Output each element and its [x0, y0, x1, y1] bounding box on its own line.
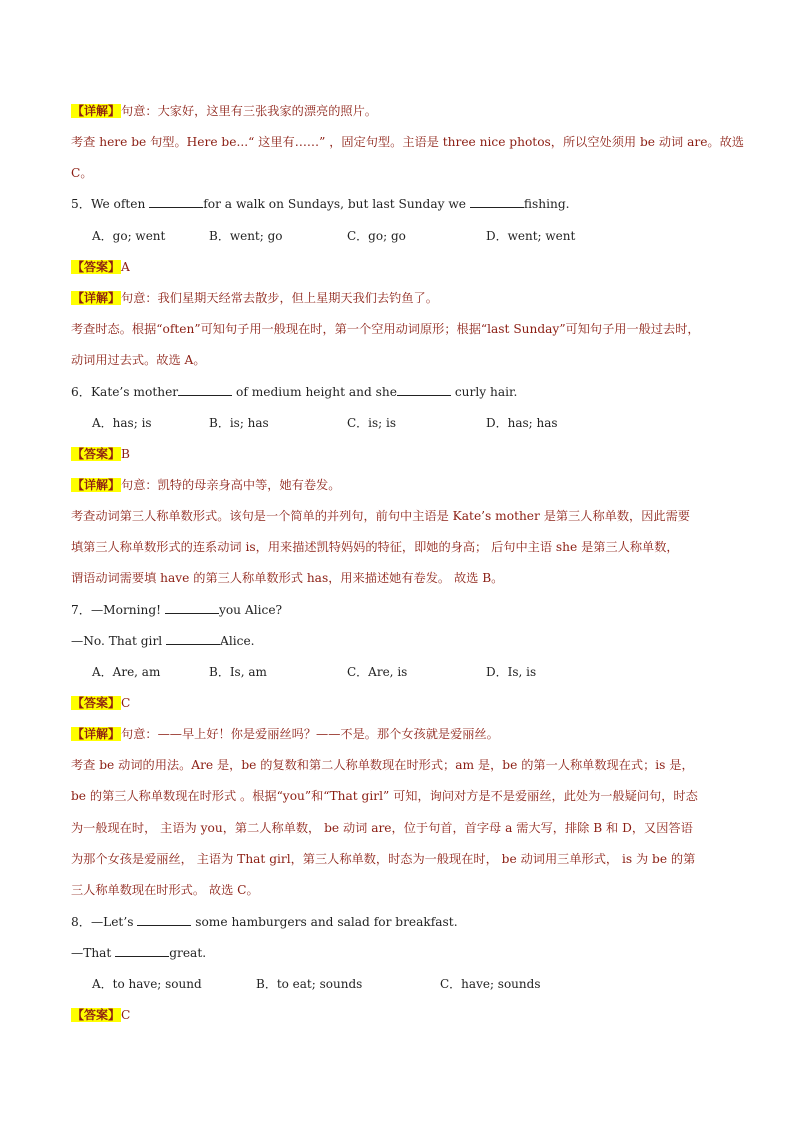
q7-answer: C [121, 696, 131, 710]
detail-tag: 【详解】 [72, 478, 121, 492]
q4-detail-text: 句意：大家好，这里有三张我家的漂亮的照片。 [121, 104, 377, 118]
detail-tag: 【详解】 [72, 727, 121, 741]
q6-explain-1: 考查动词第三人称单数形式。该句是一个简单的并列句，前句中主语是 Kate’s mother 是第三人称单数，因此需要 [71, 509, 690, 523]
blank [115, 945, 169, 957]
q5-answer: A [121, 260, 130, 274]
q7-answer-line [71, 695, 735, 711]
q7-detail-line [71, 726, 735, 742]
q8-option-c[interactable]: C．have; sounds [440, 977, 541, 991]
q7-option-b[interactable]: B．Is, am [209, 665, 267, 679]
detail-tag: 【详解】 [72, 291, 121, 305]
q5-detail-line [71, 290, 735, 306]
q5-explain-2: 动词用过去式。故选 A。 [71, 353, 206, 367]
q6-answer-line [71, 446, 735, 462]
blank [470, 196, 524, 208]
q7-explain-5: 三人称单数现在时形式。 故选 C。 [71, 883, 259, 897]
q5-answer-line [71, 259, 735, 275]
q6-detail-line [71, 477, 735, 493]
q5-stem: 5．We often for a walk on Sundays, but last Sunday we fishing. [71, 197, 570, 211]
q7-explain-2: be 的第三人称单数现在时形式 。根据“you”和“That girl” 可知，询问对方是不是爱丽丝，此处为一般疑问句，时态 [71, 789, 698, 803]
q5-option-a[interactable]: A．go; went [92, 229, 166, 243]
q8-answer: C [121, 1008, 131, 1022]
detail-tag: 【详解】 [72, 104, 121, 118]
q5-option-c[interactable]: C．go; go [347, 229, 406, 243]
q7-stem: 7．—Morning! you Alice? [71, 603, 283, 617]
q8-option-a[interactable]: A．to have; sound [92, 977, 202, 991]
blank [397, 384, 451, 396]
q7-option-c[interactable]: C．Are, is [347, 665, 408, 679]
q7-option-d[interactable]: D．Is, is [486, 665, 537, 679]
q7-option-a[interactable]: A．Are, am [92, 665, 161, 679]
q6-answer: B [121, 447, 130, 461]
q8-reply: —That great. [71, 946, 207, 960]
q4-explain-1: 考查 here be 句型。Here be...“ 这里有……” ，固定句型。主语是 three nice photos，所以空处须用 be 动词 are。故选 [71, 135, 744, 149]
q5-option-d[interactable]: D．went; went [486, 229, 576, 243]
q5-explain-1: 考查时态。根据“often”可知句子用一般现在时，第一个空用动词原形；根据“last Sunday”可知句子用一般过去时， [71, 322, 700, 336]
q6-explain-3: 谓语动词需要填 have 的第三人称单数形式 has，用来描述她有卷发。 故选 B。 [71, 571, 504, 585]
q6-option-d[interactable]: D．has; has [486, 416, 558, 430]
blank [178, 384, 232, 396]
answer-tag: 【答案】 [72, 1008, 121, 1022]
q4-detail-line [71, 103, 735, 119]
q4-explain-2: C。 [71, 166, 93, 180]
answer-tag: 【答案】 [72, 696, 121, 710]
blank [149, 196, 203, 208]
answer-tag: 【答案】 [72, 260, 121, 274]
q7-explain-3: 为一般现在时， 主语为 you，第二人称单数， be 动词 are，位于句首，首字母 a 需大写，排除 B 和 D，又因答语 [71, 821, 693, 835]
q7-detail-text: 句意：——早上好！你是爱丽丝吗？——不是。那个女孩就是爱丽丝。 [121, 727, 499, 741]
q8-answer-line [71, 1007, 735, 1023]
q7-explain-4: 为那个女孩是爱丽丝， 主语为 That girl，第三人称单数，时态为一般现在时， be 动词用三单形式， is 为 be 的第 [71, 852, 696, 866]
blank [166, 633, 220, 645]
q6-stem: 6．Kate’s mother of medium height and she curly hair. [71, 385, 518, 399]
q8-option-b[interactable]: B．to eat; sounds [256, 977, 363, 991]
q8-stem: 8．—Let’s some hamburgers and salad for breakfast. [71, 915, 458, 929]
q5-detail-text: 句意：我们星期天经常去散步，但上星期天我们去钓鱼了。 [121, 291, 438, 305]
answer-tag: 【答案】 [72, 447, 121, 461]
q7-reply: —No. That girl Alice. [71, 634, 255, 648]
q5-option-b[interactable]: B．went; go [209, 229, 283, 243]
blank [165, 602, 219, 614]
q6-option-c[interactable]: C．is; is [347, 416, 397, 430]
q6-explain-2: 填第三人称单数形式的连系动词 is，用来描述凯特妈妈的特征，即她的身高； 后句中主语 she 是第三人称单数， [71, 540, 679, 554]
q6-detail-text: 句意：凯特的母亲身高中等，她有卷发。 [121, 478, 341, 492]
q6-option-b[interactable]: B．is; has [209, 416, 269, 430]
q7-explain-1: 考查 be 动词的用法。Are 是，be 的复数和第二人称单数现在时形式；am 是，be 的第一人称单数现在式；is 是， [71, 758, 694, 772]
blank [137, 914, 191, 926]
q6-option-a[interactable]: A．has; is [92, 416, 152, 430]
